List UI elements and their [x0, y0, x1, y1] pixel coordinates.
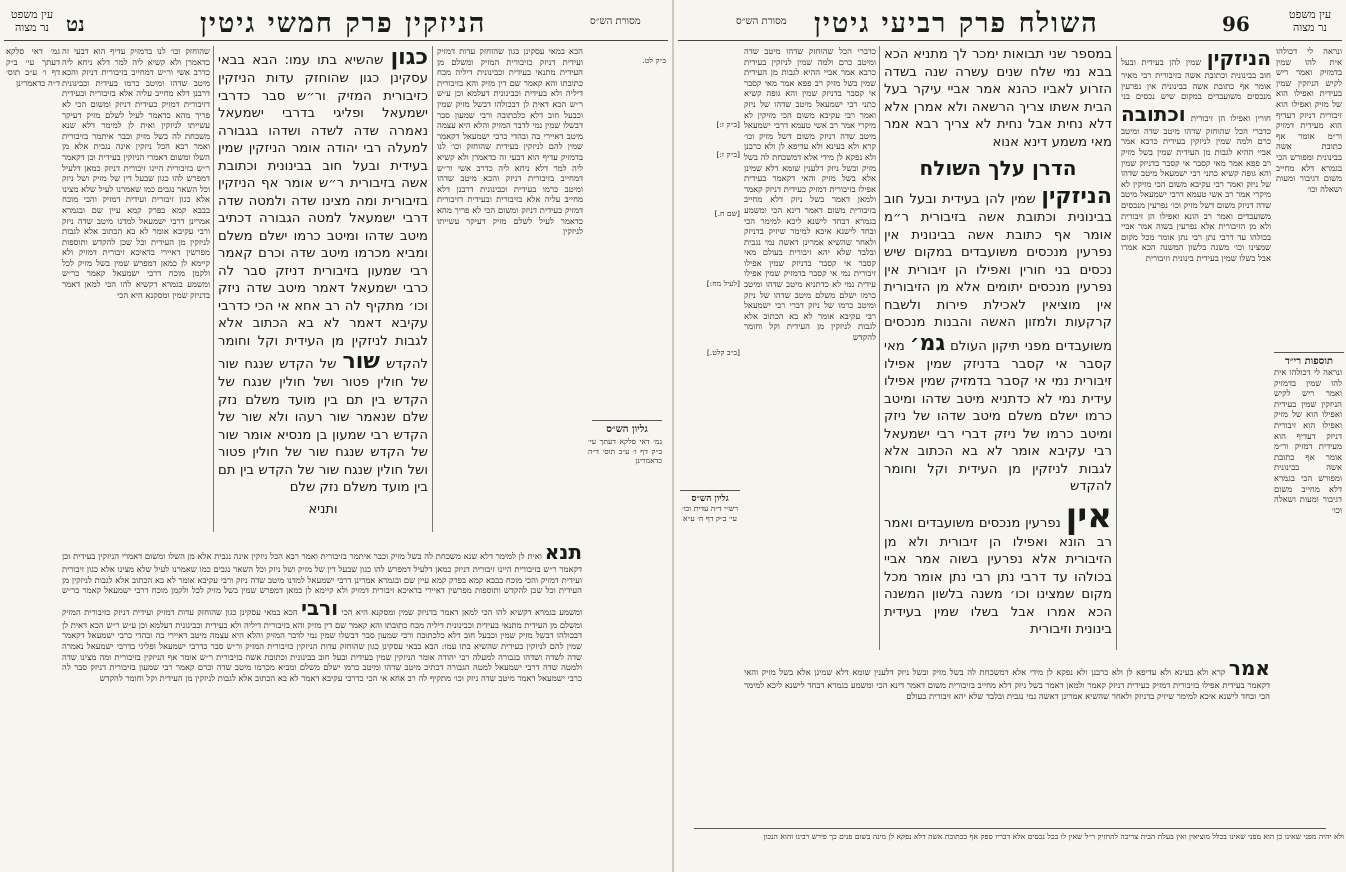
- bottom-text: ואית לן למימר דלא שנא משכחת לה בשל מזיק וכבר איתמר בזיבורית ואמר רבא הכל ניזקין אינה נגבית אלא מן השלו ומשום דאמרי הניזקין בעידית וכן דקאמר ר״ש בזיבורית היינו זיבורית דניזק כמאן דלעיל דמפרש להו כגון שבעל דין של מזיק ושל ניזק וכל השאר נגבים כמו שאמרנו לעיל שלא מצינו אלא כגון זיבורית ועידית דמזיק והכי מוכח בבבא קמא בפרק קמא עיין שם ובגמרא אמרינן דרבי ישמעאל למדנו מיטב שדה ניזק ורבי עקיבא אומר לא בא הכתוב אלא לגבות לניזקין מן העידית וכל שכן להקדש ותוספות מפרשין דאיירי בדאיכא זיבורית דמזיק ולא קיימא לן כמאן דמפרש שמין בשל מזיק לכל ולקמן מוכח דרבי ישמעאל קאמר כר״ש ומשמע בגמרא דקשיא להו הכי למאן דאמר בדניזק שמין ומסקנא היא הכי: [62, 551, 582, 617]
- tosafot-text: כדברי הכל שהוחזק שדהו מיטב שדה ומיטב כרם ולמה שמין לניזקין בעידית כרבא אמר אביי ההיא לגבות מן העידית שמין בשל מזיק רב פפא אמר מאי קסבר אי קסבר בדניזק שמין והא גופה קשיא כתני רבי ישמעאל מיטב שדהו של ניזק ואמר רבי עקיבא משום הכי מזיקין לא מיקרי אמר רב אשי טעמא דרבי ישמעאל מיטב שדה דניזק משום דשל מזיק וכו׳: [744, 46, 876, 141]
- rashi-text-2: כדברי הכל שהוחזק שדהו מיטב שדה ומיטב כרם ולמה שמין לניזקין בעידית כרבא אמר אביי ההיא לגבות מן העידית שמין בשל מזיק רב פפא אמר מאי קסבר אי קסבר בדניזק שמין והא גופה קשיא כתני רבי ישמעאל מיטב שדהו של ניזק ואמר רבי עקיבא משום הכי מזיקין לא מיקרי אמר רב אשי טעמא דרבי ישמעאל מיטב שדה דניזק משום דשל מזיק וכו׳: [1121, 125, 1271, 210]
- column-divider: [1116, 46, 1117, 650]
- bottom-commentary: [744, 656, 1270, 824]
- tosafot-text-cont-2: מאי קסבר אי קסבר בדניזק שמין אפילו זיבורית נמי אי קסבר בדמזיק שמין אפילו עידית נמי לא כדתניא מיטב שדהו ומיטב כרמו ישלם משלם מיטב שדהו של ניזק ומיטב כרמו של ניזק דברי רבי ישמעאל רבי עקיבא אומר לא בא הכתוב אלא לגבות לניזקין מן העידית וקל וחומר להקדש: [744, 247, 876, 343]
- masoret-ref: [ב״ב קלט.]: [706, 348, 740, 357]
- gemara-text: מאי קסבר אי קסבר בדניזק שמין אפילו זיבורית נמי אי קסבר בדמזיק שמין אפילו עידית נמי לא כדתניא מיטב שדהו ומיטב כרמו ישלם משלם מיטב שדהו של ניזק ומיטב כרמו של ניזק דברי רבי ישמעאל רבי עקיבא אומר לא בא הכתוב אלא לגבות לניזקין מן העידית וקל וחומר להקדש: [884, 338, 1112, 494]
- page-title: הניזקין פרק חמשי גיטין: [200, 8, 487, 39]
- right-page: [674, 0, 1346, 872]
- bottom-commentary: [62, 540, 582, 860]
- hadran-title: הדרן עלך השולח: [919, 156, 1077, 180]
- mishnah-text: של הקדש שנגח שור של חולין פטור ושל חולין שנגח של הקדש בין תם בין מועד משלם נזק שלם שנאמר שור רעהו ולא שור של הקדש רבי שמעון בן מנסיא אומר שור של הקדש שנגח שור של חולין פטור ושל חולין שנגח שור של הקדש בין תם בין מועד משלם נזק שלם: [218, 357, 428, 495]
- tosfot-rid-text: ונראה לי דכולהו אית להו שמין בדמזיק ואמר ריש לקיש הניזקין שמין בעידית ואפילו הוא של מזיק ואפילו הוא זיבורית דניזק דעדיף הוא מעידית דמזיק ור״מ אומר אף כתובת אשה בבינונית ומפורש הכי בגמרא דלא מחייב משום דגיבור ומעות ושאלה וכו׳: [1274, 367, 1342, 515]
- tosafot-text-cont: ואית לן למימר דלא שנא משכחת לה בשל מזיק וכבר איתמר בזיבורית ואמר רבא הכל ניזקין אינה נגבית אלא מן השלו ומשום דאמרי הניזקין בעידית וכן דקאמר ר״ש בזיבורית היינו זיבורית דניזק כמאן דלעיל דמפרש להו כגון שבעל דין של מזיק ושל ניזק וכל השאר נגבים כמו שאמרנו לעיל שלא מצינו אלא כגון זיבורית ועידית דמזיק והכי מוכח בבבא קמא בפרק קמא עיין שם ובגמרא אמרינן דרבי ישמעאל למדנו מיטב שדה ניזק ורבי עקיבא אומר לא בא הכתוב אלא לגבות לניזקין מן העידית וכל שכן להקדש ותוספות מפרשין דאיירי בדאיכא זיבורית דמזיק ולא קיימא לן כמאן דמפרש שמין בשל מזיק לכל ולקמן מוכח דרבי ישמעאל קאמר כר״ש ומשמע בגמרא דקשיא להו הכי למאן דאמר בדניזק שמין ומסקנא היא הכי: [62, 120, 210, 300]
- tosafot-text-cont: קרא ולא בעינא ולא עדיפא לן ולא כרבנן ולא נפקא לן מידי אלא דמשכחת לה בשל מזיק ובשל ניזק דלענין שומא דלא שמינן אלא בשל מזיק והאי דקאמר בעידית אפילו בזיבורית דמזיק כעידית דניזק קאמר ולמאן דאמר בשל ניזק דלא מחייב בזיבורית משום דאמר דינא הכי ומשמע בגמרא דבחד לישנא ליכא למימר הכי ובחד לישנא איכא למימר שיזיק בדניזק ולאחר שהשיא אמרינן דאשה נמי נגבית ובלבד שלא יהא זיבורית בעולם: [744, 141, 876, 258]
- rashi-start-word: הניזקין: [1206, 46, 1271, 70]
- bottom-text-3: שהשיא בתו עמו: הבא בבאי עסקינן כגון שהוחזק עדות הניזקין כזיבורית המזיק ור״ש סבר כדרבי ישמעאל ופליגי בדרבי ישמעאל נאמרה שדה לשדה ושדהו בגבורה למעלה רבי יהודה אומר הניזקין שמין בעידית ובעל חוב בבינונית וכתובת אשה בזיבורית ר״ש אומר אף הניזקין בזיבורית ומה מצינו שדה ולמטה שדה דרבי ישמעאל למטה הגבורה דכתיב מיטב שדהו ומיטב כרמו ישלם משלם ומביא מכרמו מיטב שדה וכרם קאמר רבי שמעון בזיבורית דניזק סבר לה כרבי ישמעאל דאמר מיטב שדה ניזק וכו׳ מתקיף לה רב אחא אי הכי כדרבי עקיבא דאמר לא בא הכתוב אלא לגבות לניזקין מן העידית וקל וחומר להקדש: [62, 640, 582, 683]
- masoret-ref: [ב״ק ז:]: [716, 120, 740, 129]
- column-divider: [879, 46, 880, 650]
- ein-mishpat-text: גמ׳ דאי סלקא דעתך עי׳ ב״ק דף ו׳ ע״ב תוס׳ ד״ה כדאמרינן: [6, 46, 60, 88]
- ein-mishpat-column: [6, 46, 60, 126]
- mishnah-start-word: שור: [342, 349, 380, 374]
- bottom-text-2: הכא במאי עסקינן כגון שהוחזק עדות דמזיק ועידית דניזק כזיבורית המזיק ומשלם מן העידית מתנאי בעידית וכבינונית דיליה מכח כתובתו והא קאמר שם דין מזיק והא בזיבורית דיליה ולא בעידית וכבינונית דעלמא וכן ע״ש ר״ש הכא דאית לן דבכולהו דבשל מזיק שמין וכבעל חוב דלא כלכתובה ורבי שמעון סבר דבשלו שמין נמי לדבר המזיק והלא היא עצמה מיטב דאיירי בה ובהדי כרבי ישמעאל דקאמר שמין להם לניזקין בעידית: [62, 606, 582, 651]
- bottom-start-word-2: ורבי: [301, 595, 339, 620]
- masoret-ref: [שם ח.]: [714, 209, 740, 218]
- masoret-label: מסורת הש״ס: [736, 16, 787, 27]
- masoret-ref: [לעיל מח:]: [706, 278, 740, 288]
- masoret-ref: [ב״ק ז:]: [716, 149, 740, 159]
- masoret-ref: ב״ק לט.: [642, 56, 666, 65]
- rashi-text-cont: שהוחזק וכו׳ לנו בדמזיק עדיף הוא דבעי זה כדאמרן ולא קשיא ליה למר דלא ניחא ליה כדרב אשי ור״ש דמחייב בזיבורית דניזק והכא מיטב שדהו ומיטב כרמו בעידית וכבינונית דרבנן דלא מחייב עליה אלא בזיבורית ובעידית דזיבורית דמזיק כעידית דניזק ומשום הכי לא פריך מהא כדאמר לעיל לשלם מזיק דעיקר עשייתו לניזקין: [437, 141, 583, 237]
- ein-mishpat-label: עין משפט נר מצוה: [1288, 8, 1332, 34]
- rashi-column: [1121, 46, 1271, 650]
- rashi-column: [437, 46, 583, 532]
- big-start-word: אין: [1065, 495, 1112, 536]
- mishnah-continuation: במספר שני תבואות ימכר לך מתניא הכא בבא נמי שלח שנים עשרה שנה בשדה הזרוע לאביו כהנא אמר אביי עיקר בעל הבית אשתו צריך הרשאה ולא אמרן אלא דלא נחית אבל נחית לא צריך רבא אמר מאי משמע דינא אנוא: [884, 47, 1112, 150]
- chapter-mishnah-text: שמין להן בעידית ובעל חוב בבינונית וכתובת אשה בזיבורית ר״מ אומר אף כתובת אשה בבינונית אין נפרעין מנכסים משועבדים במקום שיש נכסים בני חורין ואפילו הן זיבורית אין נפרעין מנכסים יתומים אלא מן הזיבורית אין מוציאין לאכילת פירות ולשבח קרקעות ולמזון האשה והבנות מנכסים משועבדים מפני תיקון העולם: [884, 192, 1112, 354]
- rashi-text-3: נפרעין מנכסים משועבדים ואמר רב הונא ואפילו הן זיבורית ולא מן הזיבורית אלא נפרעין בשוה אמר אביי בכולהו עד דרבי נתן רבי נתן אומר מכל מקום שמצינו וכו׳ משנה בלשון המשנה הכא אמרו אבל בשלו שמין בעידית בינונית וזיבורית: [1121, 199, 1271, 263]
- tosafot-text: שהוחזק וכו׳ לנו בדמזיק עדיף הוא דבעי זה כדאמרן ולא קשיא ליה למר דלא ניחא ליה כדרב אשי ור״ש דמחייב בזיבורית דניזק והכא מיטב שדהו ומיטב כרמו בעידית וכבינונית דרבנן דלא מחייב עליה אלא בזיבורית ובעידית דזיבורית דמזיק כעידית דניזק ומשום הכי לא פריך מהא כדאמר לעיל לשלם מזיק דעיקר עשייתו לניזקין: [62, 46, 210, 131]
- tosafot-column: [62, 46, 210, 532]
- gemara-column: [884, 46, 1112, 650]
- footer-note: ולא יהיה מפני שאינו כן הוא מפני שאינו בכלל מוציאין ואין בעלת הבית צריכה להחזיק ר״ל שאין לו בכל נכסים אלא דבריו ספק אף בכתובת אשה דלא נפקא לן מינה בשום פנים כך פירש רבינו והוא הנכון: [763, 832, 1344, 841]
- masoret-refs: [680, 120, 740, 358]
- ein-mishpat-label: עין משפט נר מצוה: [10, 8, 54, 34]
- folio-number: 96: [1222, 12, 1250, 36]
- box-top-rule: [680, 490, 740, 491]
- rashi-text: שמין להן בעידית ובעל חוב בבינונית וכתובת אשה בזיבורית רבי מאיר אומר אף כתובת אשה בבינונית אין נפרעין מנכסים משועבדים במקום שיש נכסים בני חורין ואפילו הן זיבורית: [1121, 57, 1271, 123]
- left-page-header: [0, 6, 672, 40]
- header-rule: [678, 40, 1342, 41]
- folio-number: נט: [66, 12, 85, 36]
- tosfot-rid-title: תוספות רי״ד: [1284, 356, 1334, 367]
- rashi-text: הכא במאי עסקינן כגון שהוחזק עדות דמזיק ועידית דניזק כזיבורית המזיק ומשלם מן העידית מתנאי בעידית וכבינונית דיליה מכח כתובתו והא קאמר שם דין מזיק והא בזיבורית דיליה ולא בעידית וכבינונית דעלמא וכן ע״ש ר״ש הכא דאית לן דבכולהו דבשל מזיק שמין וכבעל חוב דלא כלכתובה ורבי שמעון סבר דבשלו שמין נמי לדבר המזיק והלא היא עצמה מיטב דאיירי בה ובהדי כרבי ישמעאל דקאמר שמין להם לניזקין בעידית: [437, 46, 583, 152]
- chapter-start-word: הניזקין: [1041, 184, 1112, 209]
- gemara-end: ותניא: [308, 501, 338, 517]
- ein-mishpat-text: ונראה לי דכולהו אית להו שמין בדמזיק ואמר ריש לקיש הניזקין שמין בעידית ואפילו הוא של מזיק ואפילו הוא זיבורית דניזק דעדיף הוא מעידית דמזיק ור״מ אומר אף כתובת אשה בבינונית ומפורש הכי בגמרא דלא מחייב משום דגיבור ומעות ושאלה וכו׳: [1276, 46, 1342, 194]
- masoret-label: מסורת הש״ס: [590, 16, 641, 27]
- right-page-header: [674, 6, 1346, 40]
- gilyon-title: גליון הש״ס: [691, 494, 729, 504]
- gilyon-title: גליון הש״ס: [606, 424, 648, 435]
- tosafot-column: [744, 46, 876, 650]
- box-top-rule: [592, 420, 662, 421]
- column-divider: [432, 46, 433, 532]
- page-title: השולח פרק רביעי גיטין: [814, 8, 1099, 39]
- bottom-text: קרא ולא בעינא ולא עדיפא לן ולא כרבנן ולא נפקא לן מידי אלא דמשכחת לה בשל מזיק ובשל ניזק דלענין שומא דלא שמינן אלא בשל מזיק והאי דקאמר בעידית אפילו בזיבורית דמזיק כעידית דניזק קאמר ולמאן דאמר בשל ניזק דלא מחייב בזיבורית משום דאמר דינא הכי ומשמע בגמרא דבחד לישנא ליכא למימר הכי ובחד לישנא איכא למימר שיזיק בדניזק ולאחר שהשיא אמרינן דאשה נמי נגבית ובלבד שלא יהא זיבורית בעולם: [744, 667, 1270, 701]
- gemara-column: [218, 46, 428, 532]
- left-page: [0, 0, 672, 872]
- gemara-start-word: גמ׳: [909, 330, 946, 356]
- gilyon-text: גמ׳ דאי סלקא דעתך עי׳ ב״ק דף ו׳ ע״ב תוס׳ ד״ה כדאמרינן: [588, 437, 662, 465]
- footer-rule: [694, 828, 1326, 829]
- big-text: נפרעין מנכסים משועבדים ואמר רב הונא ואפילו הן זיבורית ולא מן הזיבורית אלא נפרעין בשוה אמר אביי בכולהו עד דרבי נתן רבי נתן אומר מכל מקום שמצינו וכו׳ משנה בלשון המשנה הכא אמרו אבל בשלו שמין בעידית בינונית וזיבורית: [884, 515, 1112, 637]
- gemara-text: שהשיא בתו עמו: הבא בבאי עסקינן כגון שהוחזק עדות הניזקין כזיבורית המזיק ור״ש סבר כדרבי ישמעאל ופליגי בדרבי ישמעאל נאמרה שדה לשדה ושדהו בגבורה למעלה רבי יהודה אומר הניזקין שמין בעידית ובעל חוב בבינונית וכתובת אשה בזיבורית ר״ש אומר אף הניזקין בזיבורית ומה מצינו שדה ולמטה שדה דרבי ישמעאל למטה הגבורה דכתיב מיטב שדהו ומיטב כרמו ישלם משלם ומביא מכרמו מיטב שדה וכרם קאמר רבי שמעון בזיבורית דניזק סבר לה כרבי ישמעאל דאמר מיטב שדה ניזק וכו׳ מתקיף לה רב אחא אי הכי כדרבי עקיבא דאמר לא בא הכתוב אלא לגבות לניזקין מן העידית וקל וחומר להקדש: [218, 53, 428, 372]
- box-top-rule: [1274, 352, 1344, 353]
- bottom-start-word: אמר: [1228, 656, 1270, 680]
- bottom-start-word: תנא: [544, 540, 582, 564]
- rashi-start-word-2: וכתובה: [1121, 101, 1186, 126]
- gilyon-hashas-box: [588, 420, 666, 530]
- column-divider: [213, 46, 214, 532]
- ein-mishpat-column: [1276, 46, 1342, 346]
- header-rule: [4, 40, 668, 41]
- gilyon-text: רש״י ד״ה עדית וכו׳ עי׳ ב״ק דף ח׳ ע״א: [681, 504, 739, 523]
- gemara-start-word: כגון: [390, 46, 428, 70]
- tosfot-rid-box: [1274, 352, 1344, 652]
- gilyon-hashas-box: [680, 490, 740, 523]
